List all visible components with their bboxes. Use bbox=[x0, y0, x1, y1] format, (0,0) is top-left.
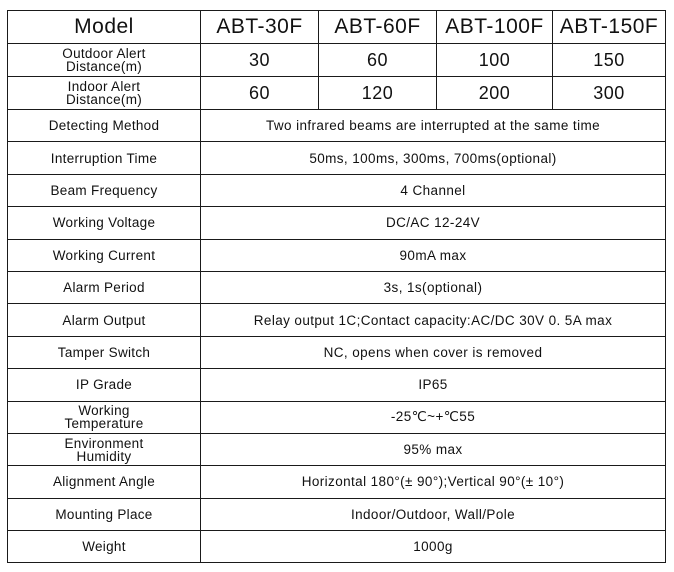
row-working-temperature bbox=[8, 401, 666, 433]
header-model-abt-60f: ABT-60F bbox=[319, 11, 437, 44]
label-mounting-place: Mounting Place bbox=[8, 498, 201, 530]
row-indoor-alert-distance bbox=[8, 77, 666, 110]
header-row bbox=[8, 11, 666, 44]
label-line: Distance(m) bbox=[65, 59, 143, 74]
row-weight bbox=[8, 531, 666, 563]
label-beam-frequency: Beam Frequency bbox=[8, 174, 201, 206]
row-tamper-switch bbox=[8, 336, 666, 368]
row-ip-grade bbox=[8, 369, 666, 401]
label-environment-humidity bbox=[8, 433, 201, 465]
label-line: Distance(m) bbox=[65, 92, 143, 107]
value-cell: 150 bbox=[553, 44, 666, 77]
label-outdoor-alert-distance bbox=[8, 44, 201, 77]
value-mounting-place: Indoor/Outdoor, Wall/Pole bbox=[201, 498, 666, 530]
row-beam-frequency bbox=[8, 174, 666, 206]
label-line: Working bbox=[78, 403, 130, 419]
label-line: Outdoor Alert bbox=[62, 46, 146, 61]
value-cell: 60 bbox=[201, 77, 319, 110]
label-line: Temperature bbox=[64, 416, 144, 432]
label-line: Humidity bbox=[76, 448, 132, 464]
value-working-voltage: DC/AC 12-24V bbox=[201, 207, 666, 239]
label-line: Environment bbox=[64, 435, 144, 451]
row-alignment-angle bbox=[8, 466, 666, 498]
label-detecting-method: Detecting Method bbox=[8, 110, 201, 142]
row-interruption-time bbox=[8, 142, 666, 174]
value-alarm-output: Relay output 1C;Contact capacity:AC/DC 30V 0. 5A max bbox=[201, 304, 666, 336]
label-line: Indoor Alert bbox=[67, 79, 141, 94]
label-alarm-output: Alarm Output bbox=[8, 304, 201, 336]
header-model-abt-150f: ABT-150F bbox=[553, 11, 666, 44]
label-indoor-alert-distance bbox=[8, 77, 201, 110]
header-model-label: Model bbox=[8, 11, 201, 44]
label-alignment-angle: Alignment Angle bbox=[8, 466, 201, 498]
value-cell: 30 bbox=[201, 44, 319, 77]
value-alignment-angle: Horizontal 180°(± 90°);Vertical 90°(± 10°) bbox=[201, 466, 666, 498]
value-cell: 200 bbox=[437, 77, 553, 110]
value-working-temperature: -25℃~+℃55 bbox=[201, 401, 666, 433]
row-alarm-output bbox=[8, 304, 666, 336]
value-alarm-period: 3s, 1s(optional) bbox=[201, 271, 666, 303]
value-cell: 60 bbox=[319, 44, 437, 77]
row-environment-humidity bbox=[8, 433, 666, 465]
label-interruption-time: Interruption Time bbox=[8, 142, 201, 174]
value-weight: 1000g bbox=[201, 531, 666, 563]
label-ip-grade: IP Grade bbox=[8, 369, 201, 401]
value-environment-humidity: 95% max bbox=[201, 433, 666, 465]
label-working-current: Working Current bbox=[8, 239, 201, 271]
row-outdoor-alert-distance bbox=[8, 44, 666, 77]
row-working-current bbox=[8, 239, 666, 271]
value-cell: 300 bbox=[553, 77, 666, 110]
row-alarm-period bbox=[8, 271, 666, 303]
header-model-abt-100f: ABT-100F bbox=[437, 11, 553, 44]
value-interruption-time: 50ms, 100ms, 300ms, 700ms(optional) bbox=[201, 142, 666, 174]
value-cell: 120 bbox=[319, 77, 437, 110]
label-working-voltage: Working Voltage bbox=[8, 207, 201, 239]
value-ip-grade: IP65 bbox=[201, 369, 666, 401]
specification-table bbox=[7, 10, 666, 563]
value-tamper-switch: NC, opens when cover is removed bbox=[201, 336, 666, 368]
label-tamper-switch: Tamper Switch bbox=[8, 336, 201, 368]
spec-sheet bbox=[7, 10, 665, 566]
row-mounting-place bbox=[8, 498, 666, 530]
row-working-voltage bbox=[8, 207, 666, 239]
label-working-temperature bbox=[8, 401, 201, 433]
value-cell: 100 bbox=[437, 44, 553, 77]
header-model-abt-30f: ABT-30F bbox=[201, 11, 319, 44]
value-working-current: 90mA max bbox=[201, 239, 666, 271]
label-alarm-period: Alarm Period bbox=[8, 271, 201, 303]
row-detecting-method bbox=[8, 110, 666, 142]
value-detecting-method: Two infrared beams are interrupted at the same time bbox=[201, 110, 666, 142]
value-beam-frequency: 4 Channel bbox=[201, 174, 666, 206]
label-weight: Weight bbox=[8, 531, 201, 563]
